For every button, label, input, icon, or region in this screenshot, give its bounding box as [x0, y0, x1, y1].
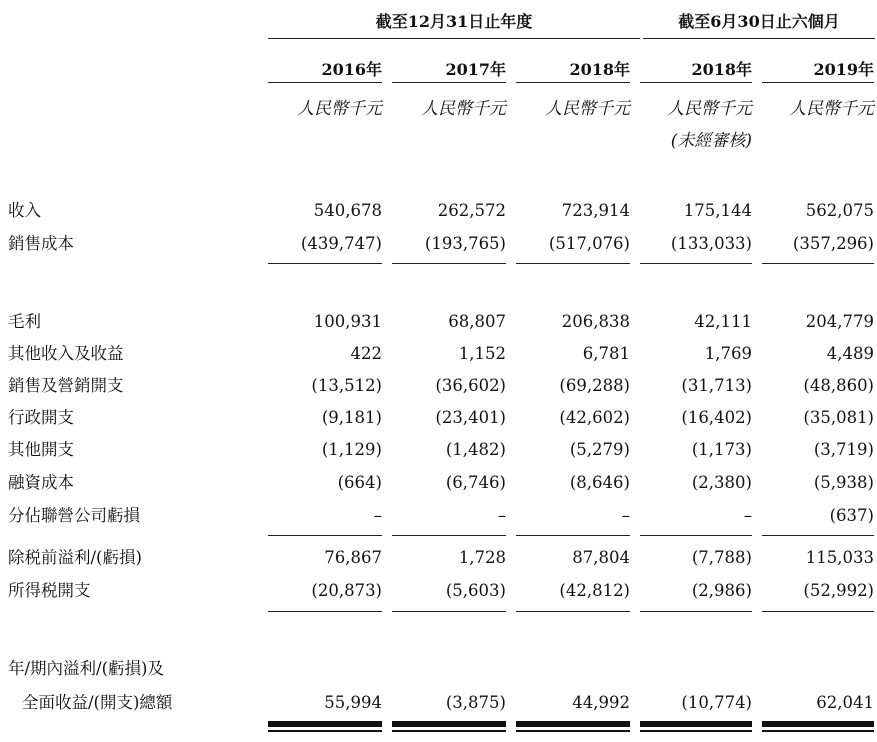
cell-value: (36,602) — [435, 376, 506, 395]
cell-value: 115,033 — [805, 548, 874, 567]
total-value: 44,992 — [572, 693, 630, 712]
cell-value: (23,401) — [435, 408, 506, 427]
cell-value: (5,603) — [445, 581, 506, 600]
cell-value: 100,931 — [313, 312, 382, 331]
cell-value: (13,512) — [311, 376, 382, 395]
year-header-2016: 2016年 — [268, 58, 382, 83]
cell-value: (5,279) — [569, 440, 630, 459]
cell-value: (7,788) — [691, 548, 752, 567]
cell-value: (637) — [829, 506, 874, 525]
cell-value: 422 — [350, 344, 382, 363]
cell-value: 723,914 — [561, 201, 630, 220]
cell-value: (52,992) — [803, 581, 874, 600]
row-label: 收入 — [8, 201, 41, 220]
row-label: 銷售及營銷開支 — [8, 376, 124, 395]
cell-value: (5,938) — [813, 473, 874, 492]
unit-label: 人民幣千元 — [421, 99, 506, 119]
cell-value: 204,779 — [805, 312, 874, 331]
row-label: 除税前溢利/(虧損) — [8, 548, 142, 567]
cell-value: (16,402) — [681, 408, 752, 427]
cell-value: (48,860) — [803, 376, 874, 395]
group-header-full-year: 截至12月31日止年度 — [268, 6, 640, 39]
cell-value: (439,747) — [300, 234, 382, 253]
year-header-2017: 2017年 — [392, 58, 506, 83]
total-label-line1: 年/期內溢利/(虧損)及 — [8, 659, 164, 678]
total-double-rule — [516, 721, 630, 727]
row-label: 所得税開支 — [8, 581, 91, 600]
subtotal-rule — [392, 263, 506, 264]
cell-value: (9,181) — [321, 408, 382, 427]
cell-value: (1,173) — [691, 440, 752, 459]
subtotal-rule — [268, 535, 382, 536]
cell-value: (2,986) — [691, 581, 752, 600]
cell-value: (664) — [337, 473, 382, 492]
subtotal-rule — [762, 611, 874, 612]
total-label-line2: 全面收益/(開支)總額 — [22, 693, 173, 712]
row-label: 分佔聯營公司虧損 — [8, 506, 140, 525]
cell-value: (8,646) — [569, 473, 630, 492]
cell-value: (6,746) — [445, 473, 506, 492]
cell-value: – — [743, 506, 752, 525]
row-label: 毛利 — [8, 312, 41, 331]
total-value: 55,994 — [324, 693, 382, 712]
cell-value: (2,380) — [691, 473, 752, 492]
cell-value: 42,111 — [694, 312, 752, 331]
cell-value: (1,129) — [321, 440, 382, 459]
cell-value: 68,807 — [448, 312, 506, 331]
cell-value: 1,152 — [458, 344, 506, 363]
cell-value: (42,602) — [559, 408, 630, 427]
subtotal-rule — [516, 611, 630, 612]
cell-value: 87,804 — [572, 548, 630, 567]
total-double-rule-thin — [392, 730, 506, 732]
subtotal-rule — [392, 611, 506, 612]
unit-label: 人民幣千元 — [297, 99, 382, 119]
cell-value: – — [621, 506, 630, 525]
total-double-rule — [268, 721, 382, 727]
cell-value: (133,033) — [670, 234, 752, 253]
total-double-rule-thin — [640, 730, 752, 732]
cell-value: (42,812) — [559, 581, 630, 600]
cell-value: 262,572 — [437, 201, 506, 220]
row-label: 其他收入及收益 — [8, 344, 124, 363]
cell-value: (31,713) — [681, 376, 752, 395]
subtotal-rule — [268, 263, 382, 264]
cell-value: 562,075 — [805, 201, 874, 220]
group-header-six-months: 截至6月30日止六個月 — [643, 6, 875, 39]
cell-value: (35,081) — [803, 408, 874, 427]
cell-value: 1,769 — [704, 344, 752, 363]
year-header-2018: 2018年 — [516, 58, 630, 83]
total-double-rule — [762, 721, 874, 727]
year-header-2018-interim: 2018年 — [640, 58, 752, 83]
total-value: (10,774) — [681, 693, 752, 712]
subtotal-rule — [268, 611, 382, 612]
cell-value: 76,867 — [324, 548, 382, 567]
cell-value: 175,144 — [683, 201, 752, 220]
subtotal-rule — [516, 535, 630, 536]
total-value: (3,875) — [445, 693, 506, 712]
cell-value: (1,482) — [445, 440, 506, 459]
cell-value: – — [373, 506, 382, 525]
subtotal-rule — [392, 535, 506, 536]
cell-value: 540,678 — [313, 201, 382, 220]
subtotal-rule — [640, 535, 752, 536]
cell-value: (20,873) — [311, 581, 382, 600]
subtotal-rule — [640, 611, 752, 612]
subtotal-rule — [762, 535, 874, 536]
cell-value: 6,781 — [582, 344, 630, 363]
row-label: 融資成本 — [8, 473, 74, 492]
unaudited-note: (未經審核) — [670, 131, 752, 151]
cell-value: 1,728 — [458, 548, 506, 567]
total-double-rule-thin — [516, 730, 630, 732]
subtotal-rule — [762, 263, 874, 264]
total-double-rule — [640, 721, 752, 727]
subtotal-rule — [640, 263, 752, 264]
unit-label: 人民幣千元 — [789, 99, 874, 119]
cell-value: (3,719) — [813, 440, 874, 459]
unit-label: 人民幣千元 — [545, 99, 630, 119]
total-double-rule — [392, 721, 506, 727]
cell-value: 206,838 — [561, 312, 630, 331]
row-label: 其他開支 — [8, 440, 74, 459]
total-double-rule-thin — [762, 730, 874, 732]
cell-value: (517,076) — [548, 234, 630, 253]
total-double-rule-thin — [268, 730, 382, 732]
year-header-2019-interim: 2019年 — [762, 58, 874, 83]
row-label: 行政開支 — [8, 408, 74, 427]
subtotal-rule — [516, 263, 630, 264]
cell-value: (193,765) — [424, 234, 506, 253]
row-label: 銷售成本 — [8, 234, 74, 253]
cell-value: (69,288) — [559, 376, 630, 395]
cell-value: 4,489 — [826, 344, 874, 363]
cell-value: (357,296) — [792, 234, 874, 253]
unit-label: 人民幣千元 — [667, 99, 752, 119]
total-value: 62,041 — [816, 693, 874, 712]
cell-value: – — [497, 506, 506, 525]
